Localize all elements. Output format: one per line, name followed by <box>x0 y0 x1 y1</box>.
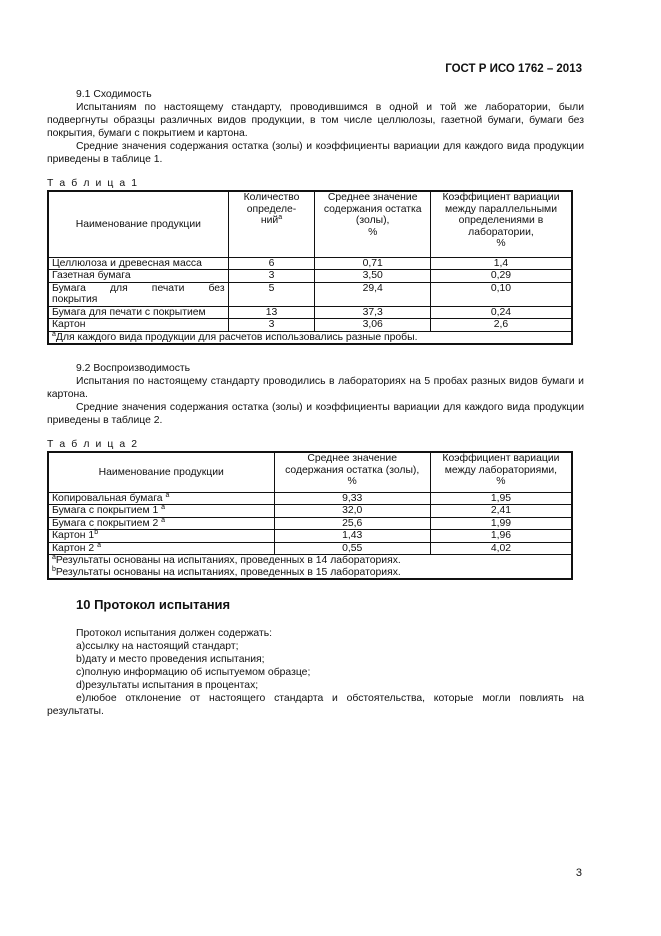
table-1-header-row <box>48 191 572 257</box>
cell-name: Бумага с покрытием 1 $^a$ <box>48 505 274 518</box>
table-row <box>48 319 572 332</box>
cell-count: 6 <box>228 257 315 270</box>
table-row <box>48 530 572 543</box>
cell-cv: 1,96 <box>430 530 572 543</box>
cell-mean: 3,06 <box>315 319 431 332</box>
cell-name: Газетная бумага <box>48 270 228 283</box>
table-row <box>48 517 572 530</box>
cell-name: Бумага для печати с покрытием <box>48 306 228 319</box>
table-row <box>48 306 572 319</box>
t1-header-name: Наименование продукции <box>48 191 228 257</box>
cell-cv: 2,6 <box>430 319 572 332</box>
table-row <box>48 270 572 283</box>
table-1-caption: Т а б л и ц а 1 <box>47 178 139 189</box>
table-1-footnote: $^a$Для каждого вида продукции для расчетов использовались разные пробы. <box>48 331 572 344</box>
cell-count: 13 <box>228 306 315 319</box>
cell-mean: 37,3 <box>315 306 431 319</box>
table-2-footnote-a: $^a$Результаты основаны на испытаниях, проведенных в 14 лабораториях. <box>52 554 401 566</box>
cell-name: Бумага с покрытием 2 $^a$ <box>48 517 274 530</box>
cell-cv: 1,4 <box>430 257 572 270</box>
table-2-header-row <box>48 452 572 492</box>
cell-mean: 0,55 <box>274 542 430 555</box>
cell-count: 3 <box>228 319 315 332</box>
t2-header-name: Наименование продукции <box>48 452 274 492</box>
cell-cv: 0,10 <box>430 282 572 306</box>
t2-header-cv: Коэффициент вариации между лабораториями, % <box>430 452 572 492</box>
t2-header-mean: Среднее значение содержания остатка (золы), % <box>274 452 430 492</box>
table-1-footnote-row <box>48 331 572 344</box>
cell-mean: 9,33 <box>274 492 430 505</box>
cell-cv: 1,99 <box>430 517 572 530</box>
table-row <box>48 542 572 555</box>
cell-mean: 32,0 <box>274 505 430 518</box>
cell-name: Картон 2 $^a$ <box>48 542 274 555</box>
cell-mean: 1,43 <box>274 530 430 543</box>
cell-mean: 3,50 <box>315 270 431 283</box>
cell-cv: 0,24 <box>430 306 572 319</box>
cell-cv: 1,95 <box>430 492 572 505</box>
cell-mean: 25,6 <box>274 517 430 530</box>
list-item: e)любое отклонение от настоящего стандарта и обстоятельства, которые могли повлиять на результаты. <box>47 693 584 718</box>
table-2-footnotes-row <box>48 555 572 580</box>
cell-name: Бумага для печати без покрытия <box>48 282 228 306</box>
cell-name: Картон 1$^b$ <box>48 530 274 543</box>
list-item: c)полную информацию об испытуемом образце; <box>76 667 311 678</box>
cell-name: Целлюлоза и древесная масса <box>48 257 228 270</box>
table-row <box>48 492 572 505</box>
cell-mean: 29,4 <box>315 282 431 306</box>
cell-count: 5 <box>228 282 315 306</box>
t1-header-count: Количество определе- ний$^a$ <box>228 191 315 257</box>
cell-name: Картон <box>48 319 228 332</box>
cell-count: 3 <box>228 270 315 283</box>
t1-header-cv: Коэффициент вариации между параллельными определениями в лаборатории, % <box>430 191 572 257</box>
cell-cv: 4,02 <box>430 542 572 555</box>
table-2 <box>47 451 573 580</box>
cell-cv: 2,41 <box>430 505 572 518</box>
section-10-heading: 10 Протокол испытания <box>76 597 231 612</box>
table-1 <box>47 190 573 345</box>
table-2-footnote-b: $^b$Результаты основаны на испытаниях, проведенных в 15 лабораториях. <box>52 565 401 578</box>
t1-header-mean: Среднее значение содержания остатка (золы), % <box>315 191 431 257</box>
section-9-2-paragraph-2: Средние значения содержания остатка (золы) и коэффициенты вариации для каждого вида продукции приведены в таблице 2. <box>47 402 584 427</box>
section-9-2-title: 9.2 Воспроизводимость <box>76 363 191 374</box>
table-row <box>48 505 572 518</box>
cell-mean: 0,71 <box>315 257 431 270</box>
list-item: d)результаты испытания в процентах; <box>76 680 259 691</box>
page-number: 3 <box>575 867 582 879</box>
list-item: b)дату и место проведения испытания; <box>76 654 265 665</box>
cell-name: Копировальная бумага $^a$ <box>48 492 274 505</box>
cell-cv: 0,29 <box>430 270 572 283</box>
list-item: a)ссылку на настоящий стандарт; <box>76 641 239 652</box>
table-2-caption: Т а б л и ц а 2 <box>47 439 139 450</box>
section-9-1-paragraph-1: Испытаниям по настоящему стандарту, проводившимся в одной и той же лаборатории, были подвергнуты образцы различных видов продукции, в том числе целлюлозы, газетной бумаги, бумаги без покрытия, бумаги с покрытием и картона. <box>47 102 584 140</box>
table-row <box>48 257 572 270</box>
document-header: ГОСТ Р ИСО 1762 – 2013 <box>445 63 582 75</box>
section-9-1-title: 9.1 Сходимость <box>76 89 152 100</box>
section-9-1-paragraph-2: Средние значения содержания остатка (золы) и коэффициенты вариации для каждого вида продукции приведены в таблице 1. <box>47 141 584 166</box>
table-2-footnotes <box>48 555 572 580</box>
section-10-intro: Протокол испытания должен содержать: <box>76 628 273 639</box>
section-9-2-paragraph-1: Испытания по настоящему стандарту проводились в лабораториях на 5 пробах разных видов бумаги и картона. <box>47 376 584 401</box>
table-row <box>48 282 572 306</box>
